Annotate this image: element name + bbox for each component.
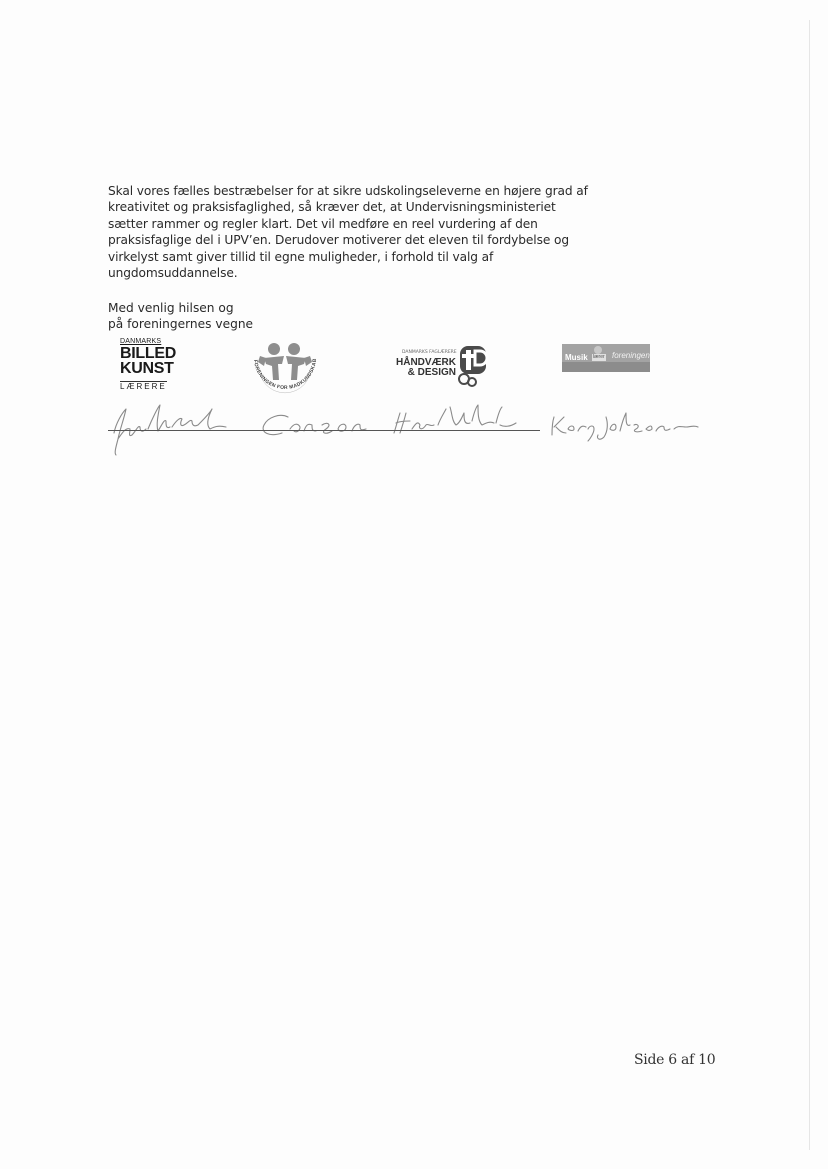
billedkunst-logo-top: DANMARKS [120,338,162,345]
paragraph-line: sætter rammer og regler klart. Det vil medføre en reel vurdering af den [108,216,538,231]
haandvaerk-design-logo [396,344,496,388]
paragraph-line: virkelyst samt giver tillid til egne muligheder, i forhold til valg af [108,249,494,264]
haandvaerk-emblem-icon [454,344,494,388]
madkundskab-ring-text [246,340,324,400]
musik-logo-word3: foreningen [612,351,650,360]
svg-text:FORENINGEN FOR MADKUNDSKAB: FORENINGEN FOR MADKUNDSKAB [252,358,319,392]
haandvaerk-logo-line1: HÅNDVÆRK [396,357,456,368]
paragraph-line: Skal vores fælles bestræbelser for at sikre udskolingseleverne en højere grad af [108,184,588,198]
closing-line: Med venlig hilsen og [108,301,234,315]
billedkunst-logo [120,338,174,396]
haandvaerk-logo-small: DANMARKS FAGLÆRERE [402,350,457,355]
closing-line: på foreningernes vegne [108,317,254,332]
signature-line [108,430,540,431]
paragraph-line: ungdomsuddannelse. [108,266,238,281]
page-edge-line [809,20,810,1150]
musiklaerer-logo [562,344,650,372]
billedkunst-logo-bottom: LÆRERE [120,382,167,391]
body-paragraph [108,183,608,281]
paragraph-line: kreativitet og praksisfaglighed, så kræver det, at Undervisningsministeriet [108,200,556,215]
madkundskab-logo [246,340,324,400]
closing-salutation [108,300,253,333]
billedkunst-logo-line1: BILLED [120,345,176,362]
musik-logo-word2: lærer [593,354,605,360]
musik-logo-word1: Musik [565,353,588,362]
page-number: Side 6 af 10 [634,1052,716,1068]
haandvaerk-logo-text [396,358,456,378]
paragraph-line: praksisfaglige del i UPV’en. Derudover motiverer det eleven til fordybelse og [108,233,570,248]
haandvaerk-logo-line2: & DESIGN [407,367,456,378]
billedkunst-logo-line2: KUNST [120,360,174,377]
